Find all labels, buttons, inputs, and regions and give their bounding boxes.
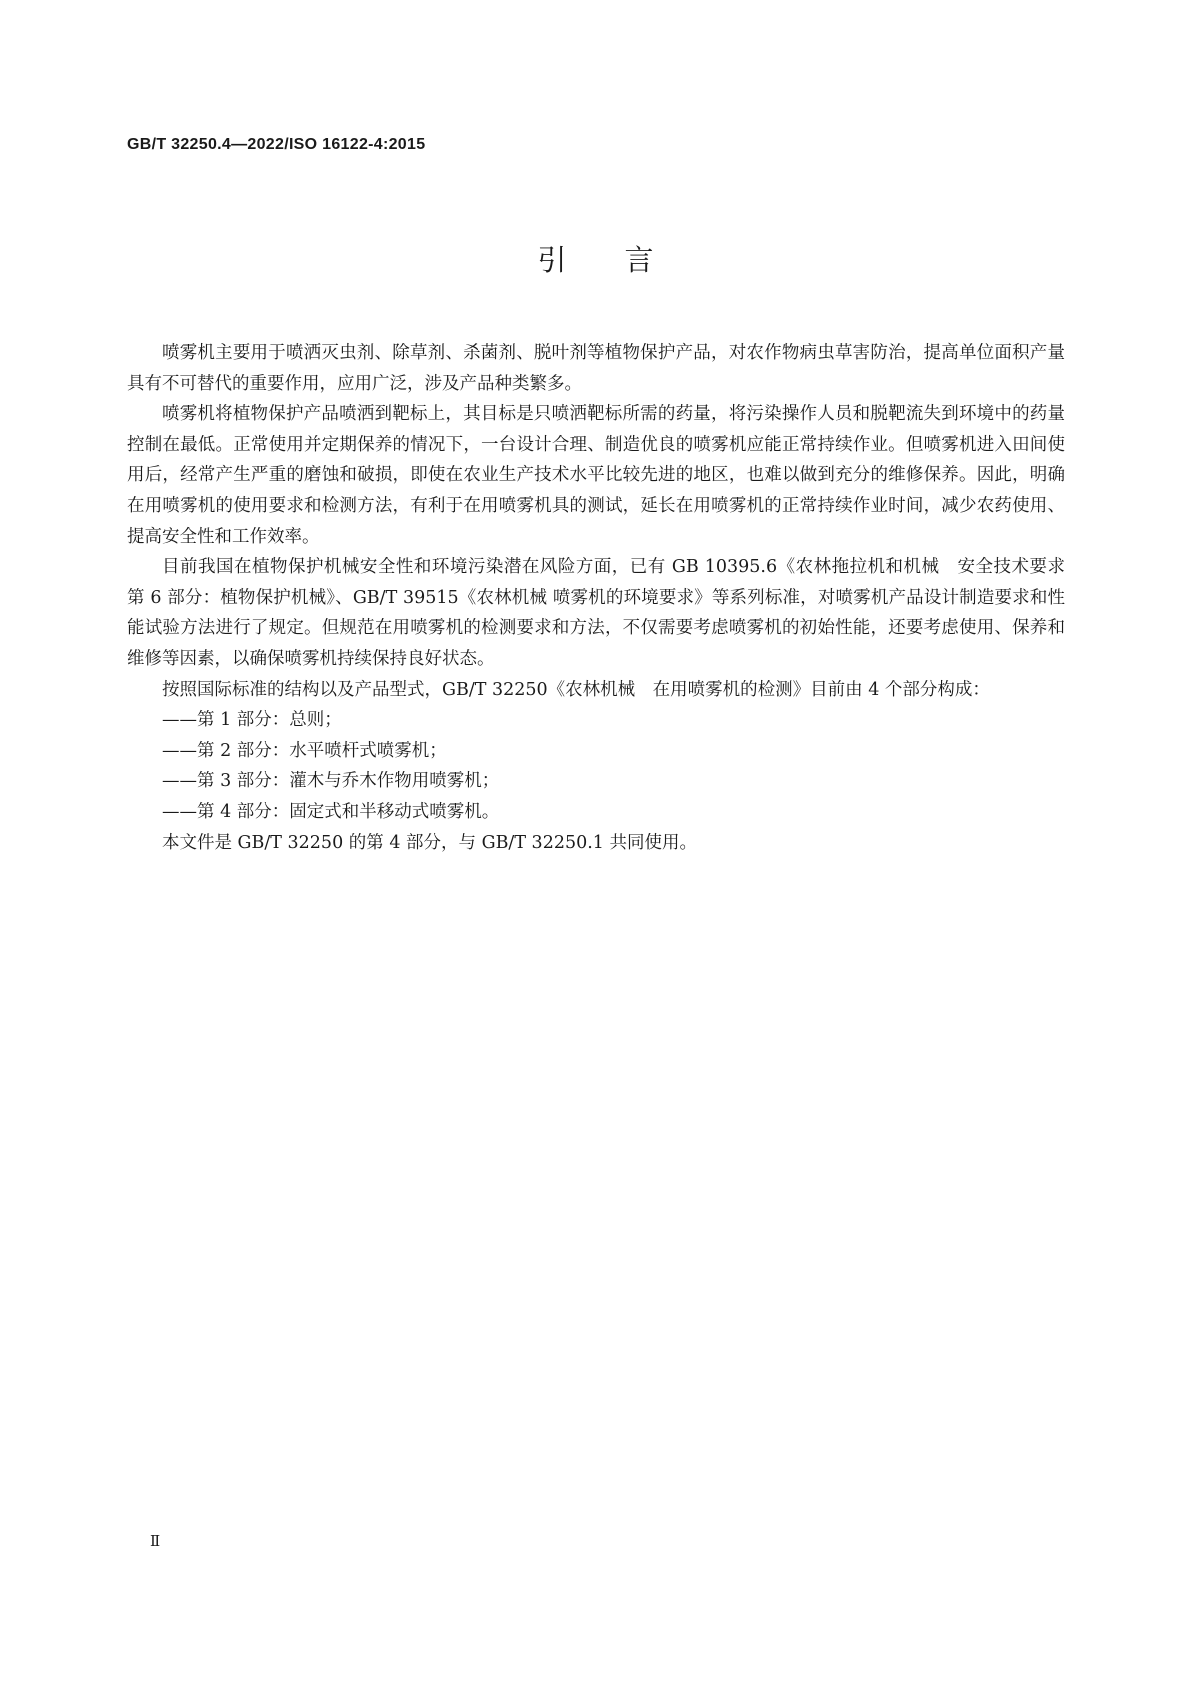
list-item-part-3: ——第 3 部分：灌木与乔木作物用喷雾机； bbox=[162, 771, 500, 792]
page-number: Ⅱ bbox=[150, 1532, 161, 1550]
list-item-part-4: ——第 4 部分：固定式和半移动式喷雾机。 bbox=[162, 801, 500, 822]
paragraph-4: 按照国际标准的结构以及产品型式，GB/T 32250《农林机械 在用喷雾机的检测》目前由 4 个部分构成： bbox=[162, 679, 990, 700]
list-item-part-2: ——第 2 部分：水平喷杆式喷雾机； bbox=[162, 740, 447, 761]
standard-code-header bbox=[127, 136, 425, 154]
standard-code: GB/T 32250.4—2022/ISO 16122-4:2015 bbox=[127, 136, 426, 153]
paragraph-3: 目前我国在植物保护机械安全性和环境污染潜在风险方面，已有 GB 10395.6《农林拖拉机和机械 安全技术要求 第 6 部分：植物保护机械》、GB/T 39515《农林机械 喷雾机的环境要求》等系列标准，对喷雾机产品设计制造要求和性能试验方法进行了规定。但规范在用喷雾机的检测要求和方法，不仅需要考虑喷雾机的初始性能，还要考虑使用、保养和维修等因素，以确保喷雾机持续保持良好状态。 bbox=[127, 557, 1083, 669]
introduction-body bbox=[127, 338, 1083, 858]
page-title: 引言 bbox=[537, 243, 712, 277]
list-item-part-1: ——第 1 部分：总则； bbox=[162, 710, 342, 731]
closing-paragraph: 本文件是 GB/T 32250 的第 4 部分，与 GB/T 32250.1 共同使用。 bbox=[162, 832, 697, 853]
paragraph-2: 喷雾机将植物保护产品喷洒到靶标上，其目标是只喷洒靶标所需的药量，将污染操作人员和脱靶流失到环境中的药量控制在最低。正常使用并定期保养的情况下，一台设计合理、制造优良的喷雾机应能正常持续作业。但喷雾机进入田间使用后，经常产生严重的磨蚀和破损，即使在农业生产技术水平比较先进的地区，也难以做到充分的维修保养。因此，明确在用喷雾机的使用要求和检测方法，有利于在用喷雾机具的测试，延长在用喷雾机的正常持续作业时间，减少农药使用、提高安全性和工作效率。 bbox=[127, 404, 1065, 547]
paragraph-1: 喷雾机主要用于喷洒灭虫剂、除草剂、杀菌剂、脱叶剂等植物保护产品，对农作物病虫草害防治，提高单位面积产量具有不可替代的重要作用，应用广泛，涉及产品种类繁多。 bbox=[127, 343, 1065, 394]
